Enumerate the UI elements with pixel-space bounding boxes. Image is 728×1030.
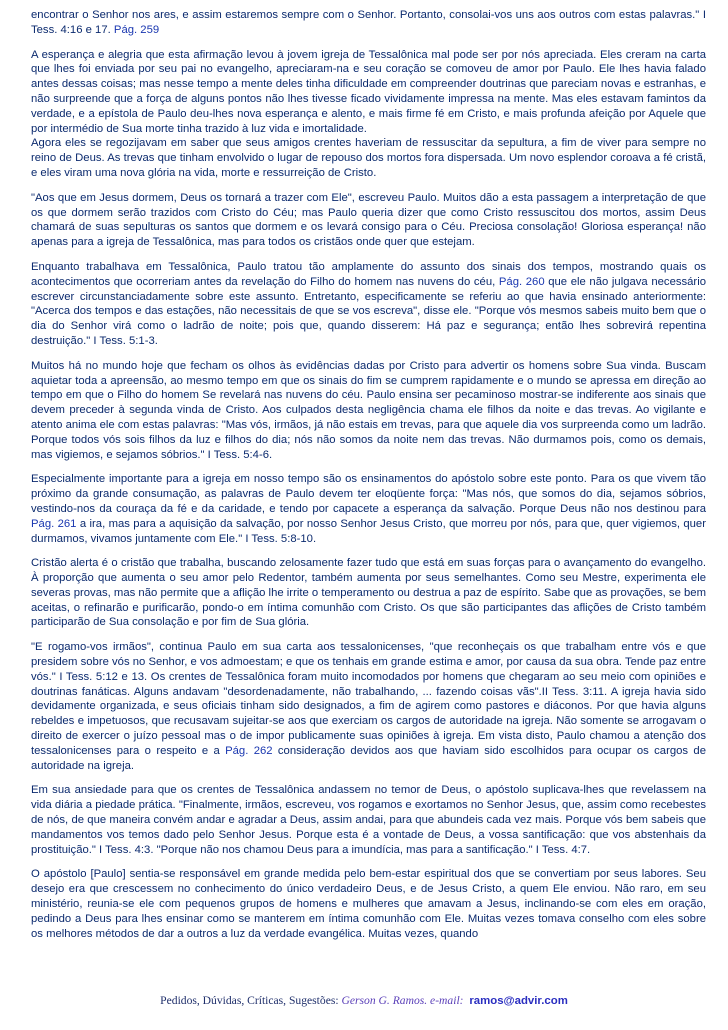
paragraph	[31, 556, 706, 630]
paragraph-text: Em sua ansiedade para que os crentes de Tessalônica andassem no temor de Deus, o apóstolo suplicava-lhes que revelassem na vida diária a piedade prática. "Finalmente, irmãos, escreveu, vos rogamos e exortamos no Senhor Jesus, que, assim como recebestes de nós, de que maneira convém andar e agradar a Deus, assim andai, para que abundeis cada vez mais. Porque vós bem sabeis que mandamentos vos temos dado pelo Senhor Jesus. Porque esta é a vontade de Deus, a vossa santificação: que vos abstenhais da prostituição." I Tess. 4:3. "Porque não nos chamou Deus para a imundícia, mas para a santificação." I Tess. 4:7.	[31, 784, 706, 856]
footer-email-link[interactable]: ramos@advir.com	[469, 995, 568, 1007]
paragraph	[31, 867, 706, 941]
paragraph-text: A esperança e alegria que esta afirmação levou à jovem igreja de Tessalônica mal pode ser por nós apreciada. Eles creram na carta que lhes foi enviada por seu pai no evangelho, apreciaram-na e seu coração se comoveu de amor por Paulo. Ele lhes havia falado antes dessas coisas; mas nesse tempo a mente deles tinha dificuldade em compreender doutrinas que pareciam novas e estranhas, e não surpreende que a força de alguns pontos não lhes tivesse ficado vividamente impressa na mente. Mas eles estavam famintos da verdade, e a epístola de Paulo deu-lhes nova esperança e alento, e mais firme fé em Cristo, e mais profunda afeição por Aquele que por intermédio de Sua morte tinha trazido à luz vida e imortalidade.	[31, 48, 706, 135]
paragraph	[31, 359, 706, 463]
paragraph-text: "E rogamo-vos irmãos", continua Paulo em sua carta aos tessalonicenses, "que reconheçais os que trabalham entre vós e que presidem sobre vós no Senhor, e vos admoestam; e que os tenhais em grande estima e amor, por causa da sua obra. Tende paz entre vós." I Tess. 5:12 e 13. Os crentes de Tessalônica foram muito incomodados por homens que chegaram ao seu meio com opiniões e doutrinas fanáticas. Alguns andavam "desordenadamente, não trabalhando, ... fazendo coisas vãs".II Tess. 3:11. A igreja havia sido devidamente organizada, e seus oficiais tinham sido designados, a fim de agirem como pastores e diáconos. Por que havia alguns rebeldes e impetuosos, que recusavam sujeitar-se aos que exerciam os cargos de autoridade na igreja. Não somente se arrogavam o direito de exercer o juízo pessoal mas o de impor publicamente suas opiniões à igreja. Em vista disto, Paulo chamou a atenção dos tessalonicenses para o respeito e a	[31, 641, 706, 757]
paragraph-text: a ira, mas para a aquisição da salvação, por nosso Senhor Jesus Cristo, que morreu por nós, para que, quer vigiemos, quer durmamos, vivamos juntamente com Ele." I Tess. 5:8-10.	[31, 517, 706, 545]
footer-prefix: Pedidos, Dúvidas, Críticas, Sugestões:	[160, 994, 342, 1007]
paragraph-text: Muitos há no mundo hoje que fecham os olhos às evidências dadas por Cristo para advertir os homens sobre Sua vinda. Buscam aquietar toda a apreensão, ao mesmo tempo em que os sinais do fim se cumprem rapidamente e o mundo se apressa em direção ao tempo em que o Filho do homem Se revelará nas nuvens do céu. Paulo ensina ser pecaminoso mostrar-se indiferente aos sinais que devem preceder à segunda vinda de Cristo. Aos culpados desta negligência chama ele filhos da noite e das trevas. Ao vigilante e atento anima ele com estas palavras: "Mas vós, irmãos, já não estais em trevas, para que aquele dia vos surpreenda como um ladrão. Porque todos vós sois filhos da luz e filhos do dia; nós não somos da noite nem das trevas. Não durmamos pois, como os demais, mas vigiemos, e sejamos sóbrios." I Tess. 5:4-6.	[31, 359, 706, 461]
paragraph-text: encontrar o Senhor nos ares, e assim estaremos sempre com o Senhor. Portanto, consolai-vos uns aos outros com estas palavras." I Tess. 4:16 e 17.	[31, 9, 706, 36]
page-ref-link[interactable]: Pág. 262	[225, 744, 273, 757]
paragraph	[31, 472, 706, 546]
paragraph	[31, 191, 706, 250]
page-ref-link[interactable]: Pág. 260	[498, 275, 545, 288]
paragraph-text: consideração devidos aos que haviam sido escolhidos para ocupar os cargos de autoridade na igreja.	[31, 744, 706, 772]
page-ref-link[interactable]: Pág. 261	[31, 517, 77, 530]
footer	[0, 994, 728, 1007]
paragraph	[31, 136, 706, 180]
paragraph-text: Agora eles se regozijavam em saber que seus amigos crentes haveriam de ressuscitar da sepultura, a fim de viver para sempre no reino de Deus. As trevas que tinham envolvido o lugar de repouso dos mortos fora dispersada. Um novo esplendor coroava a fé cristã, e eles viram uma nova glória na vida, morte e ressurreição de Cristo.	[31, 137, 706, 179]
paragraph	[31, 260, 706, 349]
paragraph	[31, 8, 706, 38]
footer-author: Gerson G. Ramos.	[341, 994, 428, 1007]
footer-email-label: e-mail:	[427, 994, 464, 1007]
paragraph	[31, 640, 706, 773]
document-body	[31, 8, 706, 951]
page-ref-link[interactable]: Pág. 259	[113, 23, 160, 36]
paragraph	[31, 48, 706, 137]
paragraph-text: O apóstolo [Paulo] sentia-se responsável em grande medida pelo bem-estar espiritual dos que se convertiam por seus labores. Seu desejo era que crescessem no conhecimento do único verdadeiro Deus, e de Jesus Cristo, a quem Ele enviou. Não raro, em seu ministério, reunia-se ele com pequenos grupos de homens e mulheres que amavam a Jesus, inclinando-se com eles em oração, pedindo a Deus para lhes ensinar como se manterem em íntima comunhão com Ele. Muitas vezes tomava conselho com eles sobre os melhores métodos de dar a outros a luz da verdade evangélica. Muitas vezes, quando	[31, 868, 706, 940]
paragraph-text: que ele não julgava necessário escrever circunstanciadamente sobre este assunto. Entretanto, especificamente se referiu ao que havia ensinado anteriormente: "Acerca dos tempos e das estações, não necessitais de que se vos escreva", disse ele. "Porque vós mesmos sabeis muito bem que o dia do Senhor virá como o ladrão de noite; pois que, quando disserem: Há paz e segurança; então lhes sobrevirá repentina destruição." I Tess. 5:1-3.	[31, 275, 706, 347]
paragraph-text: Enquanto trabalhava em Tessalônica, Paulo tratou tão amplamente do assunto dos sinais dos tempos, mostrando quais os acontecimentos que ocorreriam antes da revelação do Filho do homem nas nuvens do céu,	[31, 260, 706, 288]
paragraph	[31, 783, 706, 857]
paragraph-text: Cristão alerta é o cristão que trabalha, buscando zelosamente fazer tudo que está em suas forças para o avançamento do evangelho. À proporção que aumenta o seu amor pelo Redentor, também aumenta por seus semelhantes. Como seu Mestre, experimenta ele severas provas, mas não permite que a aflição lhe irrite o temperamento ou destrua a paz de espírito. Sabe que as provações, se bem aceitas, o refinarão e purificarão, pondo-o em íntima comunhão com Cristo. Os que são participantes das aflições de Cristo também participarão de Sua consolação e por fim de Sua glória.	[31, 557, 706, 629]
paragraph-text: "Aos que em Jesus dormem, Deus os tornará a trazer com Ele", escreveu Paulo. Muitos dão a esta passagem a interpretação de que os que dormem serão trazidos com Cristo do Céu; mas Paulo queria dizer que como Cristo ressuscitou dos mortos, assim Deus chamará de suas sepulturas os santos que dormem e os levará consigo para o Céu. Preciosa consolação! Gloriosa esperança! não apenas para a igreja de Tessalônica, mas para todos os cristãos onde quer que estejam.	[31, 191, 706, 249]
paragraph-text: Especialmente importante para a igreja em nosso tempo são os ensinamentos do apóstolo sobre este ponto. Para os que vivem tão próximo da grande consumação, as palavras de Paulo devem ter eloqüente força: "Mas nós, que somos do dia, sejamos sóbrios, vestindo-nos da couraça da fé e da caridade, e tendo por capacete a esperança da salvação. Porque Deus não nos destinou para	[31, 473, 706, 515]
